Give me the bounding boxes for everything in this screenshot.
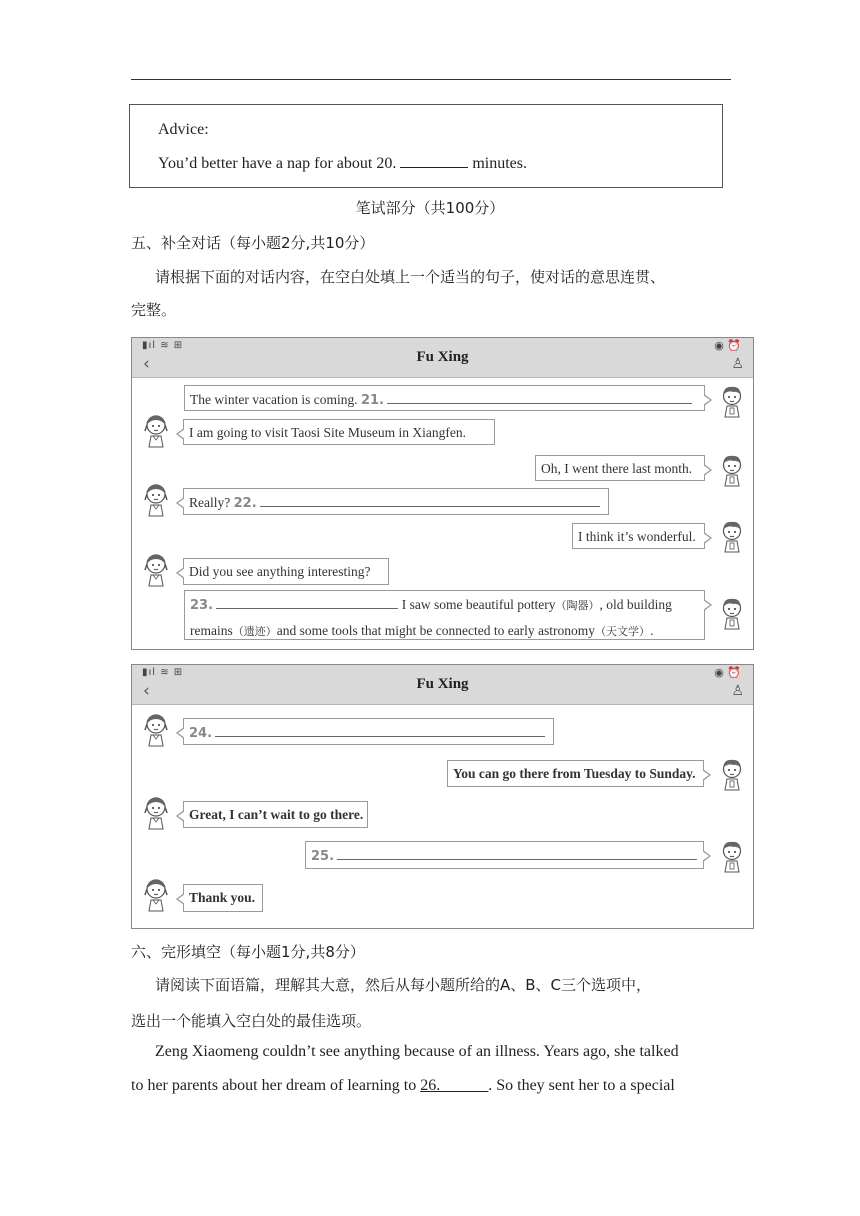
signal-wifi-battery-icon: ▮ıl ≋ ⊞ <box>142 340 184 351</box>
passage-text: to her parents about her dream of learning to <box>131 1077 417 1094</box>
passage-text: . So they sent her to a special <box>488 1077 675 1094</box>
boy-avatar-icon <box>719 757 745 791</box>
section5-instruction-2: 完整。 <box>131 301 177 319</box>
profile-icon[interactable]: ♙ <box>731 683 744 699</box>
back-chevron-icon[interactable]: ‹ <box>143 681 150 701</box>
answer-blank-22[interactable] <box>260 494 600 507</box>
chat2-message-3 <box>183 801 368 828</box>
advice-title: Advice: <box>158 121 209 138</box>
passage-line-2 <box>131 1077 675 1095</box>
boy-avatar-icon <box>719 384 745 418</box>
chat1-message-2 <box>183 419 495 445</box>
girl-avatar-icon <box>143 483 169 517</box>
eye-alarm-icon: ◉ ⏰ <box>714 339 741 352</box>
message-text: Oh, I went there last month. <box>541 461 693 476</box>
back-chevron-icon[interactable]: ‹ <box>143 354 150 374</box>
chat1-message-6 <box>183 558 389 585</box>
girl-avatar-icon <box>143 553 169 587</box>
boy-avatar-icon <box>719 596 745 630</box>
message-text: and some tools that might be connected to early astronomy <box>276 623 596 638</box>
passage-line-1: Zeng Xiaomeng couldn’t see anything because of an illness. Years ago, she talked <box>155 1043 679 1060</box>
chat1-message-23 <box>184 590 705 640</box>
question-number-23: 23. <box>190 598 214 613</box>
message-line-2 <box>190 618 698 644</box>
chat-panel-2 <box>131 664 754 929</box>
chat2-message-2 <box>447 760 704 787</box>
message-text: Great, I can’t wait to go there. <box>189 807 364 822</box>
section6-instruction-2: 选出一个能填入空白处的最佳选项。 <box>131 1012 372 1030</box>
chat2-message-5 <box>183 884 263 912</box>
question-number-21: 21. <box>360 393 384 408</box>
message-text: The winter vacation is coming. <box>190 392 358 407</box>
message-text: You can go there from Tuesday to Sunday. <box>453 766 696 781</box>
written-section-title: 笔试部分（共100分） <box>355 199 505 217</box>
advice-text-before: You’d better have a nap for about 20. <box>158 155 397 172</box>
advice-text-after: minutes. <box>472 155 527 172</box>
question-number-22: 22. <box>233 496 257 511</box>
signal-wifi-battery-icon: ▮ıl ≋ ⊞ <box>142 667 184 678</box>
girl-avatar-icon <box>143 878 169 912</box>
question-number-25: 25. <box>311 849 335 864</box>
boy-avatar-icon <box>719 453 745 487</box>
answer-blank-20[interactable] <box>400 167 468 168</box>
chat1-message-22 <box>183 488 609 515</box>
chat-header-1 <box>132 338 753 378</box>
section6-instruction-1: 请阅读下面语篇，理解其大意，然后从每小题所给的A、B、C三个选项中， <box>155 976 652 994</box>
top-rule <box>131 79 731 80</box>
message-text: Thank you. <box>189 890 256 905</box>
chat-title-1: Fu Xing <box>416 349 469 365</box>
eye-alarm-icon: ◉ ⏰ <box>714 666 741 679</box>
chat-title-2: Fu Xing <box>416 676 469 692</box>
chat-header-2 <box>132 665 753 705</box>
advice-box <box>129 104 723 188</box>
answer-blank-25[interactable] <box>337 847 697 860</box>
message-text: . <box>650 623 654 638</box>
message-text: I think it’s wonderful. <box>578 529 696 544</box>
chinese-note: （陶器） <box>555 599 600 612</box>
message-text: , old building <box>599 597 672 612</box>
message-text: remains <box>190 623 233 638</box>
chinese-note: （天文学） <box>595 625 651 638</box>
message-text: Really? <box>189 495 231 510</box>
answer-blank-26[interactable]: 26.______ <box>420 1077 489 1094</box>
message-text: I saw some beautiful pottery <box>401 597 556 612</box>
boy-avatar-icon <box>719 839 745 873</box>
answer-blank-21[interactable] <box>387 391 692 404</box>
chat1-message-5 <box>572 523 705 549</box>
boy-avatar-icon <box>719 519 745 553</box>
answer-blank-24[interactable] <box>215 724 545 737</box>
section5-instruction-1: 请根据下面的对话内容，在空白处填上一个适当的句子，使对话的意思连贯、 <box>155 268 666 286</box>
section5-heading: 五、补全对话（每小题2分,共10分） <box>131 234 375 252</box>
chat2-message-24 <box>183 718 554 745</box>
chat2-message-25 <box>305 841 704 869</box>
chat1-message-3 <box>535 455 705 481</box>
profile-icon[interactable]: ♙ <box>731 356 744 372</box>
chat-panel-1 <box>131 337 754 650</box>
message-line-1 <box>190 592 698 618</box>
girl-avatar-icon <box>143 796 169 830</box>
question-number-24: 24. <box>189 726 213 741</box>
advice-line <box>158 155 527 173</box>
chinese-note: （遗迹） <box>232 625 277 638</box>
girl-avatar-icon <box>143 414 169 448</box>
message-text: Did you see anything interesting? <box>189 564 371 579</box>
section6-heading: 六、完形填空（每小题1分,共8分） <box>131 943 365 961</box>
message-text: I am going to visit Taosi Site Museum in Xiangfen. <box>189 425 467 440</box>
chat1-message-21 <box>184 385 705 411</box>
girl-avatar-icon <box>143 713 169 747</box>
answer-blank-23[interactable] <box>216 596 398 609</box>
